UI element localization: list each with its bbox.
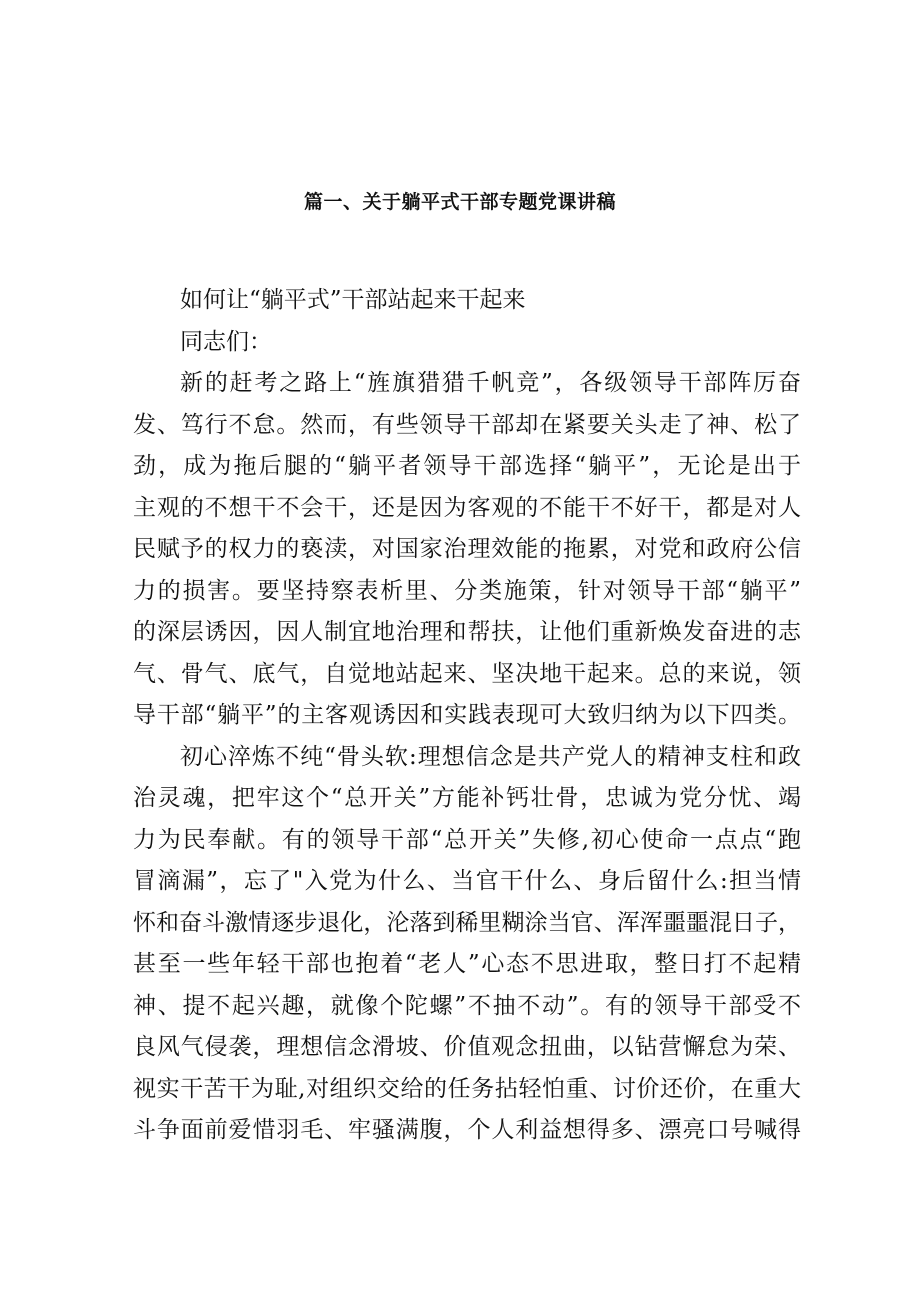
text-line: 主观的不想干不会干，还是因为客观的不能干不好干，都是对人 — [133, 494, 801, 521]
text-line: 初心淬炼不纯“骨头软:理想信念是共产党人的精神支柱和政 — [180, 743, 801, 770]
text-line: 劲，成为拖后腿的“躺平者领导干部选择“躺平”，无论是出于 — [133, 453, 801, 479]
text-line: 力的损害。要坚持察表析里、分类施策，针对领导干部“躺平” — [133, 577, 801, 604]
document-subtitle: 如何让“躺平式”干部站起来干起来 — [180, 287, 526, 313]
text-line: 斗争面前爱惜羽毛、牢骚满腹，个人利益想得多、漂亮口号喊得 — [133, 1117, 801, 1143]
text-line: 神、提不起兴趣，就像个陀螺”不抽不动”。有的领导干部受不 — [133, 992, 801, 1019]
text-line: 甚至一些年轻干部也抱着“老人”心态不思进取，整日打不起精 — [133, 951, 801, 977]
text-line: 民赋予的权力的亵渎，对国家治理效能的拖累，对党和政府公信 — [133, 536, 801, 562]
document-body — [133, 280, 801, 1152]
text-line: 新的赶考之路上“旌旗猎猎千帆竞”，各级领导干部阵厉奋 — [180, 370, 801, 396]
text-line: 发、笃行不怠。然而，有些领导干部却在紧要关头走了神、松了 — [133, 411, 801, 438]
text-line: 冒滴漏”，忘了"入党为什么、当官干什么、身后留什么:担当情 — [133, 868, 801, 894]
text-line: 的深层诱因，因人制宜地治理和帮扶，让他们重新焕发奋进的志 — [133, 619, 801, 645]
salutation: 同志们： — [180, 328, 272, 355]
paragraph-2 — [133, 737, 801, 1152]
text-line: 导干部“躺平”的主客观诱因和实践表现可大致归纳为以下四类。 — [133, 702, 801, 728]
text-line: 治灵魂，把牢这个“总开关”方能补钙壮骨，忠诚为党分忧、竭 — [133, 785, 801, 811]
paragraph-1 — [133, 363, 801, 737]
document-title: 篇一、关于躺平式干部专题党课讲稿 — [303, 191, 616, 213]
text-line: 良风气侵袭，理想信念滑坡、价值观念扭曲，以钻营懈怠为荣、 — [133, 1034, 801, 1060]
text-line: 力为民奉献。有的领导干部“总开关”失修,初心使命一点点“跑 — [133, 826, 801, 853]
text-line: 气、骨气、底气，自觉地站起来、坚决地干起来。总的来说，领 — [133, 660, 801, 687]
text-line: 视实干苦干为耻,对组织交给的任务拈轻怕重、讨价还价，在重大 — [133, 1075, 801, 1102]
text-line: 怀和奋斗激情逐步退化，沦落到稀里糊涂当官、浑浑噩噩混日子， — [133, 909, 801, 936]
